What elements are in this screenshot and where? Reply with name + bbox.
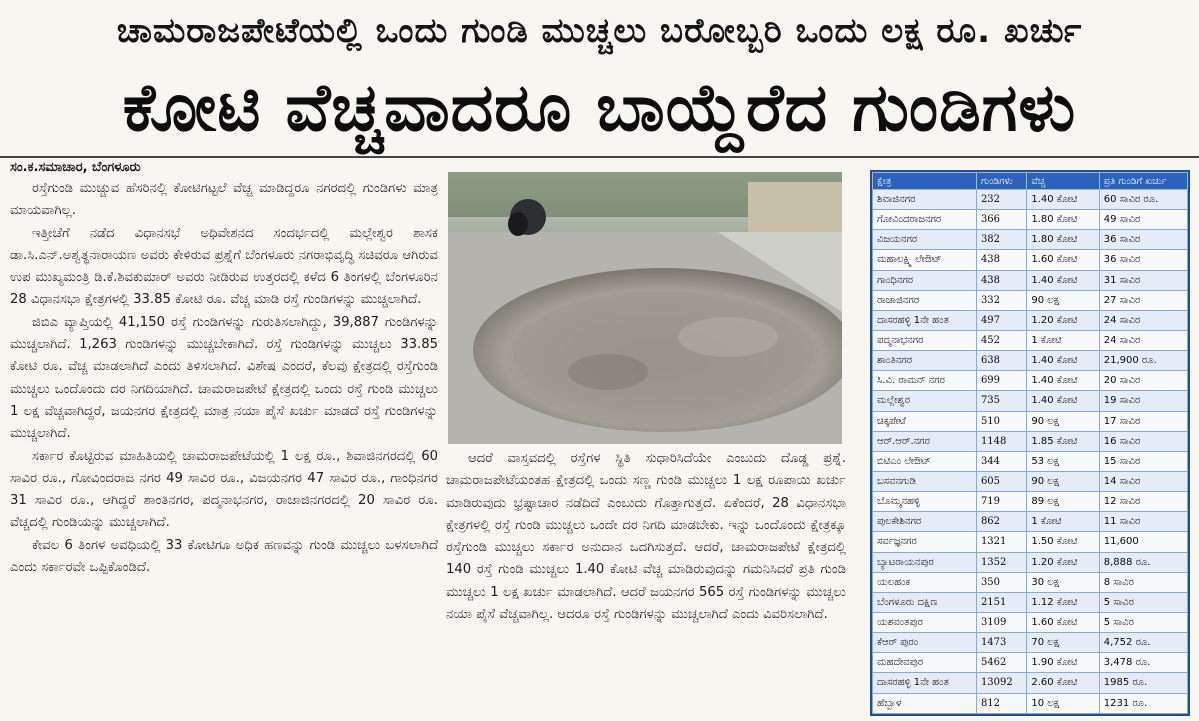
table-row	[873, 592, 1188, 612]
cell-cost-per-pothole: 17 ಸಾವಿರ	[1099, 411, 1187, 431]
cell-constituency: ಸರ್ವಜ್ಞನಗರ	[873, 532, 977, 552]
paragraph: ಕೇವಲ 6 ತಿಂಗಳ ಅವಧಿಯಲ್ಲಿ 33 ಕೋಟಿಗೂ ಅಧಿಕ ಹಣವನ್ನು ಗುಂಡಿ ಮುಚ್ಚಲು ಬಳಸಲಾಗಿದೆ ಎಂದು ಸರ್ಕಾರವೇ ಒಪ್ಪಿಕೊಂಡಿದೆ.	[10, 537, 438, 576]
pothole-cost-table	[870, 170, 1190, 716]
cell-cost: 1.12 ಕೋಟಿ	[1027, 592, 1099, 612]
table-row	[873, 693, 1188, 713]
cell-cost: 1 ಕೋಟಿ	[1027, 330, 1099, 350]
cell-cost-per-pothole: 31 ಸಾವಿರ	[1099, 270, 1187, 290]
cell-constituency: ಪುಲಕೇಶಿನಗರ	[873, 512, 977, 532]
paragraph: ಜಿಬಿಎ ವ್ಯಾಪ್ತಿಯಲ್ಲಿ 41,150 ರಸ್ತೆ ಗುಂಡಿಗಳನ್ನು ಗುರುತಿಸಲಾಗಿದ್ದು, 39,887 ಗುಂಡಿಗಳನ್ನು ಮುಚ್ಚಲಾಗಿದೆ. 1,263 ಗುಂಡಿಗಳನ್ನು ಮುಚ್ಚಬೇಕಾಗಿದೆ. ರಸ್ತೆ ಗುಂಡಿಗಳನ್ನು ಮುಚ್ಚಲು 33.85 ಕೋಟಿ ರೂ. ವೆಚ್ಚ ಮಾಡಲಾಗಿದೆ ಎಂದು ತಿಳಿಸಲಾಗಿದೆ. ವಿಶೇಷ ಎಂದರೆ, ಕೆಲವು ಕ್ಷೇತ್ರದಲ್ಲಿ ರಸ್ತೆಗುಂಡಿ ಮುಚ್ಚಲು ಒಂದೊಂದು ದರ ನಿಗದಿಯಾಗಿದೆ. ಚಾಮರಾಜಪೇಟೆ ಕ್ಷೇತ್ರದಲ್ಲಿ ಒಂದು ರಸ್ತೆ ಗುಂಡಿ ಮುಚ್ಚಲು 1 ಲಕ್ಷ ವೆಚ್ಚವಾಗಿದ್ದರೆ, ಜಯನಗರ ಕ್ಷೇತ್ರದಲ್ಲಿ ಮಾತ್ರ ನಯಾ ಪೈಸೆ ಖರ್ಚು ಮಾಡದೆ ರಸ್ತೆ ಗುಂಡಿಗಳನ್ನು ಮುಚ್ಚಲಾಗಿದೆ.	[10, 314, 438, 442]
cell-constituency: ಬ್ಯಾಟರಾಯನಪುರ	[873, 552, 977, 572]
cell-potholes: 862	[976, 512, 1026, 532]
cell-constituency: ಆರ್.ಆರ್.ನಗರ	[873, 431, 977, 451]
cell-constituency: ಗಾಂಧಿನಗರ	[873, 270, 977, 290]
cell-cost-per-pothole: 36 ಸಾವಿರ	[1099, 250, 1187, 270]
cell-potholes: 438	[976, 270, 1026, 290]
cell-potholes: 812	[976, 693, 1026, 713]
cell-cost-per-pothole: 21,900 ರೂ.	[1099, 351, 1187, 371]
cell-cost-per-pothole: 36 ಸಾವಿರ	[1099, 230, 1187, 250]
cell-cost-per-pothole: 3,478 ರೂ.	[1099, 653, 1187, 673]
cell-cost-per-pothole: 5 ಸಾವಿರ	[1099, 612, 1187, 632]
table-row	[873, 330, 1188, 350]
cell-cost-per-pothole: 20 ಸಾವಿರ	[1099, 371, 1187, 391]
cell-cost-per-pothole: 24 ಸಾವಿರ	[1099, 310, 1187, 330]
table-row	[873, 492, 1188, 512]
cell-potholes: 719	[976, 492, 1026, 512]
cell-cost: 1.80 ಕೋಟಿ	[1027, 210, 1099, 230]
table-row	[873, 552, 1188, 572]
table-row	[873, 310, 1188, 330]
cell-cost: 70 ಲಕ್ಷ	[1027, 633, 1099, 653]
cell-constituency: ವಿಜಯನಗರ	[873, 230, 977, 250]
cell-potholes: 382	[976, 230, 1026, 250]
table-row	[873, 471, 1188, 491]
cell-cost-per-pothole: 19 ಸಾವಿರ	[1099, 391, 1187, 411]
article-column-left	[10, 178, 438, 579]
cell-constituency: ದಾಸರಹಳ್ಳಿ 1ನೇ ಹಂತ	[873, 673, 977, 693]
cell-cost-per-pothole: 4,752 ರೂ.	[1099, 633, 1187, 653]
cell-constituency: ಬಸವನಗುಡಿ	[873, 471, 977, 491]
table-row	[873, 210, 1188, 230]
kicker-headline: ಚಾಮರಾಜಪೇಟೆಯಲ್ಲಿ ಒಂದು ಗುಂಡಿ ಮುಚ್ಚಲು ಬರೋಬ್ಬರಿ ಒಂದು ಲಕ್ಷ ರೂ. ಖರ್ಚು	[116, 11, 1083, 51]
byline: ಸಂ.ಕ.ಸಮಾಚಾರ, ಬೆಂಗಳೂರು	[10, 160, 141, 175]
main-headline: ಕೋಟಿ ವೆಚ್ಚವಾದರೂ ಬಾಯ್ದೆರೆದ ಗುಂಡಿಗಳು	[122, 68, 1077, 146]
cell-constituency: ಶಾಂತಿನಗರ	[873, 351, 977, 371]
cell-constituency: ಚಿಕ್ಕಪೇಟೆ	[873, 411, 977, 431]
cell-cost-per-pothole: 11 ಸಾವಿರ	[1099, 512, 1187, 532]
cell-potholes: 1352	[976, 552, 1026, 572]
cell-constituency: ದಾಸರಹಳ್ಳಿ 1ನೇ ಹಂತ	[873, 310, 977, 330]
cell-cost: 30 ಲಕ್ಷ	[1027, 572, 1099, 592]
paragraph: ಇತ್ತೀಚೆಗೆ ನಡೆದ ವಿಧಾನಸಭೆ ಅಧಿವೇಶನದ ಸಂದರ್ಭದಲ್ಲಿ ಮಲ್ಲೇಶ್ವರ ಶಾಸಕ ಡಾ.ಸಿ.ಎನ್.ಅಶ್ವತ್ಥನಾರಾಯಣ ಅವರು ಕೇಳಿರುವ ಪ್ರಶ್ನೆಗೆ ಬೆಂಗಳೂರು ನಗರಾಭಿವೃದ್ಧಿ ಸಚಿವರೂ ಆಗಿರುವ ಉಪ ಮುಖ್ಯಮಂತ್ರಿ ಡಿ.ಕೆ.ಶಿವಕುಮಾರ್ ಅವರು ನೀಡಿರುವ ಉತ್ತರದಲ್ಲಿ ಕಳೆದ 6 ತಿಂಗಳಲ್ಲಿ ಬೆಂಗಳೂರಿನ 28 ವಿಧಾನಸಭಾ ಕ್ಷೇತ್ರಗಳಲ್ಲಿ 33.85 ಕೋಟಿ ರೂ. ವೆಚ್ಚ ಮಾಡಿ ರಸ್ತೆ ಗುಂಡಿಗಳನ್ನು ಮುಚ್ಚಲಾಗಿದೆ.	[10, 225, 438, 308]
cell-cost-per-pothole: 24 ಸಾವಿರ	[1099, 330, 1187, 350]
cell-cost: 53 ಲಕ್ಷ	[1027, 451, 1099, 471]
table-row	[873, 411, 1188, 431]
cell-potholes: 510	[976, 411, 1026, 431]
cell-cost-per-pothole: 5 ಸಾವಿರ	[1099, 592, 1187, 612]
cell-potholes: 366	[976, 210, 1026, 230]
cell-potholes: 350	[976, 572, 1026, 592]
cell-cost-per-pothole: 14 ಸಾವಿರ	[1099, 471, 1187, 491]
table-row	[873, 512, 1188, 532]
cell-cost: 1.20 ಕೋಟಿ	[1027, 310, 1099, 330]
cell-potholes: 344	[976, 451, 1026, 471]
cell-constituency: ಪದ್ಮನಾಭನಗರ	[873, 330, 977, 350]
header-constituency: ಕ್ಷೇತ್ರ	[873, 173, 977, 190]
cell-potholes: 1473	[976, 633, 1026, 653]
cell-constituency: ಕೆಆರ್ ಪುರಂ	[873, 633, 977, 653]
table-row	[873, 633, 1188, 653]
cell-constituency: ಮಲ್ಲೇಶ್ವರ	[873, 391, 977, 411]
cell-cost-per-pothole: 60 ಸಾವಿರ ರೂ.	[1099, 190, 1187, 210]
cell-cost: 1.40 ಕೋಟಿ	[1027, 351, 1099, 371]
cell-constituency: ಸಿ.ವಿ. ರಾಮನ್ ನಗರ	[873, 371, 977, 391]
cell-cost: 1.80 ಕೋಟಿ	[1027, 230, 1099, 250]
cell-potholes: 1148	[976, 431, 1026, 451]
cell-cost: 1 ಕೋಟಿ	[1027, 512, 1099, 532]
cell-potholes: 699	[976, 371, 1026, 391]
table-row	[873, 250, 1188, 270]
cell-constituency: ಯಶವಂತಪುರ	[873, 612, 977, 632]
cell-cost: 1.50 ಕೋಟಿ	[1027, 532, 1099, 552]
table-row	[873, 431, 1188, 451]
cell-constituency: ಯಲಹಂಕ	[873, 572, 977, 592]
cell-constituency: ಬೆಂಗಳೂರು ದಕ್ಷಿಣ	[873, 592, 977, 612]
cell-potholes: 735	[976, 391, 1026, 411]
header-cost-per-pothole: ಪ್ರತಿ ಗುಂಡಿಗೆ ಖರ್ಚು	[1099, 173, 1187, 190]
cell-potholes: 497	[976, 310, 1026, 330]
cell-cost-per-pothole: 8 ಸಾವಿರ	[1099, 572, 1187, 592]
table-row	[873, 270, 1188, 290]
cell-cost: 90 ಲಕ್ಷ	[1027, 290, 1099, 310]
cell-potholes: 13092	[976, 673, 1026, 693]
cell-potholes: 1321	[976, 532, 1026, 552]
cell-cost: 1.85 ಕೋಟಿ	[1027, 431, 1099, 451]
cell-cost: 1.60 ಕೋಟಿ	[1027, 250, 1099, 270]
table-header-row	[873, 173, 1188, 190]
cell-constituency: ಬಿಟಿಎಂ ಲೇಔಟ್	[873, 451, 977, 471]
header-potholes: ಗುಂಡಿಗಳು	[976, 173, 1026, 190]
cell-cost-per-pothole: 16 ಸಾವಿರ	[1099, 431, 1187, 451]
table-row	[873, 673, 1188, 693]
table-row	[873, 532, 1188, 552]
table-row	[873, 612, 1188, 632]
cell-potholes: 452	[976, 330, 1026, 350]
cell-potholes: 5462	[976, 653, 1026, 673]
cell-cost-per-pothole: 8,888 ರೂ.	[1099, 552, 1187, 572]
cell-cost: 90 ಲಕ್ಷ	[1027, 471, 1099, 491]
cell-constituency: ಮಹದೇವಪುರ	[873, 653, 977, 673]
table-row	[873, 351, 1188, 371]
table-row	[873, 230, 1188, 250]
table-row	[873, 190, 1188, 210]
cell-cost: 10 ಲಕ್ಷ	[1027, 693, 1099, 713]
cell-cost: 1.90 ಕೋಟಿ	[1027, 653, 1099, 673]
cell-cost: 90 ಲಕ್ಷ	[1027, 411, 1099, 431]
cell-potholes: 638	[976, 351, 1026, 371]
cell-cost: 1.40 ಕೋಟಿ	[1027, 371, 1099, 391]
cell-cost-per-pothole: 27 ಸಾವಿರ	[1099, 290, 1187, 310]
cell-cost-per-pothole: 49 ಸಾವಿರ	[1099, 210, 1187, 230]
pothole-photo	[448, 172, 842, 444]
cell-potholes: 438	[976, 250, 1026, 270]
cell-potholes: 605	[976, 471, 1026, 491]
paragraph: ಆದರೆ ವಾಸ್ತವದಲ್ಲಿ ರಸ್ತೆಗಳ ಸ್ಥಿತಿ ಸುಧಾರಿಸಿದೆಯೇ ಎಂಬುದು ದೊಡ್ಡ ಪ್ರಶ್ನೆ. ಚಾಮರಾಜಪೇಟೆಯಂತಹ ಕ್ಷೇತ್ರದಲ್ಲಿ ಒಂದು ಸಣ್ಣ ಗುಂಡಿ ಮುಚ್ಚಲು 1 ಲಕ್ಷ ರೂಪಾಯಿ ಖರ್ಚು ಮಾಡಿರುವುದು ಭ್ರಷ್ಟಾಚಾರ ನಡೆದಿದೆ ಎಂಬುದು ಗೊತ್ತಾಗುತ್ತದೆ. ಏಕೆಂದರೆ, 28 ವಿಧಾನಸಭಾ ಕ್ಷೇತ್ರಗಳಲ್ಲಿ ರಸ್ತೆ ಗುಂಡಿ ಮುಚ್ಚಲು ಒಂದೇ ದರ ನಿಗದಿ ಮಾಡಬೇಕು. ಇನ್ನು ಒಂದೊಂದು ಕ್ಷೇತ್ರಕ್ಕೂ ರಸ್ತೆಗುಂಡಿ ಮುಚ್ಚಲು ಸರ್ಕಾರ ಅನುದಾನ ಒದಗಿಸುತ್ತದೆ. ಆದರೆ, ಚಾಮರಾಜಪೇಟೆ ಕ್ಷೇತ್ರದಲ್ಲಿ 140 ರಸ್ತೆ ಗುಂಡಿ ಮುಚ್ಚಲು 1.40 ಕೋಟಿ ವೆಚ್ಚ ಮಾಡಿರುವುದನ್ನು ಗಮನಿಸಿದರೆ ಪ್ರತಿ ಗುಂಡಿ ಮುಚ್ಚಲು 1 ಲಕ್ಷ ಖರ್ಚು ಮಾಡಲಾಗಿದೆ. ಆದರೆ ಜಯನಗರ 565 ರಸ್ತೆ ಗುಂಡಿಗಳನ್ನು ಮುಚ್ಚಲು ನಯಾ ಪೈಸೆ ವೆಚ್ಚವಾಗಿಲ್ಲ. ಆದರೂ ರಸ್ತೆ ಗುಂಡಿಗಳನ್ನು ಮುಚ್ಚಲಾಗಿದೆ ಎಂದು ವಿವರಿಸಲಾಗಿದೆ.	[446, 451, 846, 623]
cell-potholes: 3109	[976, 612, 1026, 632]
cell-cost: 1.40 ಕೋಟಿ	[1027, 391, 1099, 411]
cell-constituency: ರಾಜಾಜಿನಗರ	[873, 290, 977, 310]
cell-potholes: 332	[976, 290, 1026, 310]
cell-cost-per-pothole: 15 ಸಾವಿರ	[1099, 451, 1187, 471]
cell-cost: 1.40 ಕೋಟಿ	[1027, 270, 1099, 290]
cell-cost-per-pothole: 1231 ರೂ.	[1099, 693, 1187, 713]
table-row	[873, 572, 1188, 592]
cell-constituency: ಮಹಾಲಕ್ಷ್ಮಿ ಲೇಔಟ್	[873, 250, 977, 270]
cell-potholes: 232	[976, 190, 1026, 210]
table-row	[873, 290, 1188, 310]
cell-constituency: ಬೊಮ್ಮನಹಳ್ಳಿ	[873, 492, 977, 512]
table-row	[873, 451, 1188, 471]
table-row	[873, 391, 1188, 411]
paragraph: ಸರ್ಕಾರ ಕೊಟ್ಟಿರುವ ಮಾಹಿತಿಯಲ್ಲಿ ಚಾಮರಾಜಪೇಟೆಯಲ್ಲಿ 1 ಲಕ್ಷ ರೂ., ಶಿವಾಜಿನಗರದಲ್ಲಿ 60 ಸಾವಿರ ರೂ., ಗೋವಿಂದರಾಜ ನಗರ 49 ಸಾವಿರ ರೂ., ವಿಜಯನಗರ 47 ಸಾವಿರ ರೂ., ಗಾಂಧಿನಗರ 31 ಸಾವಿರ ರೂ., ಆಗಿದ್ದರೆ ಶಾಂತಿನಗರ, ಪದ್ಮನಾಭನಗರ, ರಾಜಾಜಿನಗರದಲ್ಲಿ 20 ಸಾವಿರ ರೂ. ವೆಚ್ಚದಲ್ಲಿ ಗುಂಡಿಯನ್ನು ಮುಚ್ಚಲಾಗಿದೆ.	[10, 448, 438, 531]
cell-cost: 1.20 ಕೋಟಿ	[1027, 552, 1099, 572]
cell-constituency: ಶಿವಾಜಿನಗರ	[873, 190, 977, 210]
cell-cost-per-pothole: 11,600	[1099, 532, 1187, 552]
cell-cost: 1.40 ಕೋಟಿ	[1027, 190, 1099, 210]
header-cost: ವೆಚ್ಚ	[1027, 173, 1099, 190]
cell-cost: 1.60 ಕೋಟಿ	[1027, 612, 1099, 632]
cell-cost: 89 ಲಕ್ಷ	[1027, 492, 1099, 512]
cell-potholes: 2151	[976, 592, 1026, 612]
table-row	[873, 371, 1188, 391]
table-row	[873, 653, 1188, 673]
headline-divider	[0, 156, 1199, 158]
cell-constituency: ಗೋವಿಂದರಾಜನಗರ	[873, 210, 977, 230]
paragraph: ರಸ್ತೆಗುಂಡಿ ಮುಚ್ಚುವ ಹೆಸರಿನಲ್ಲಿ ಕೋಟಿಗಟ್ಟಲೆ ವೆಚ್ಚ ಮಾಡಿದ್ದರೂ ನಗರದಲ್ಲಿ ಗುಂಡಿಗಳು ಮಾತ್ರ ಮಾಯವಾಗಿಲ್ಲ.	[10, 181, 438, 219]
cell-cost-per-pothole: 12 ಸಾವಿರ	[1099, 492, 1187, 512]
cell-cost-per-pothole: 1985 ರೂ.	[1099, 673, 1187, 693]
article-column-middle	[446, 448, 846, 626]
cell-constituency: ಹೆಬ್ಬಾಳ	[873, 693, 977, 713]
cell-cost: 2.60 ಕೋಟಿ	[1027, 673, 1099, 693]
